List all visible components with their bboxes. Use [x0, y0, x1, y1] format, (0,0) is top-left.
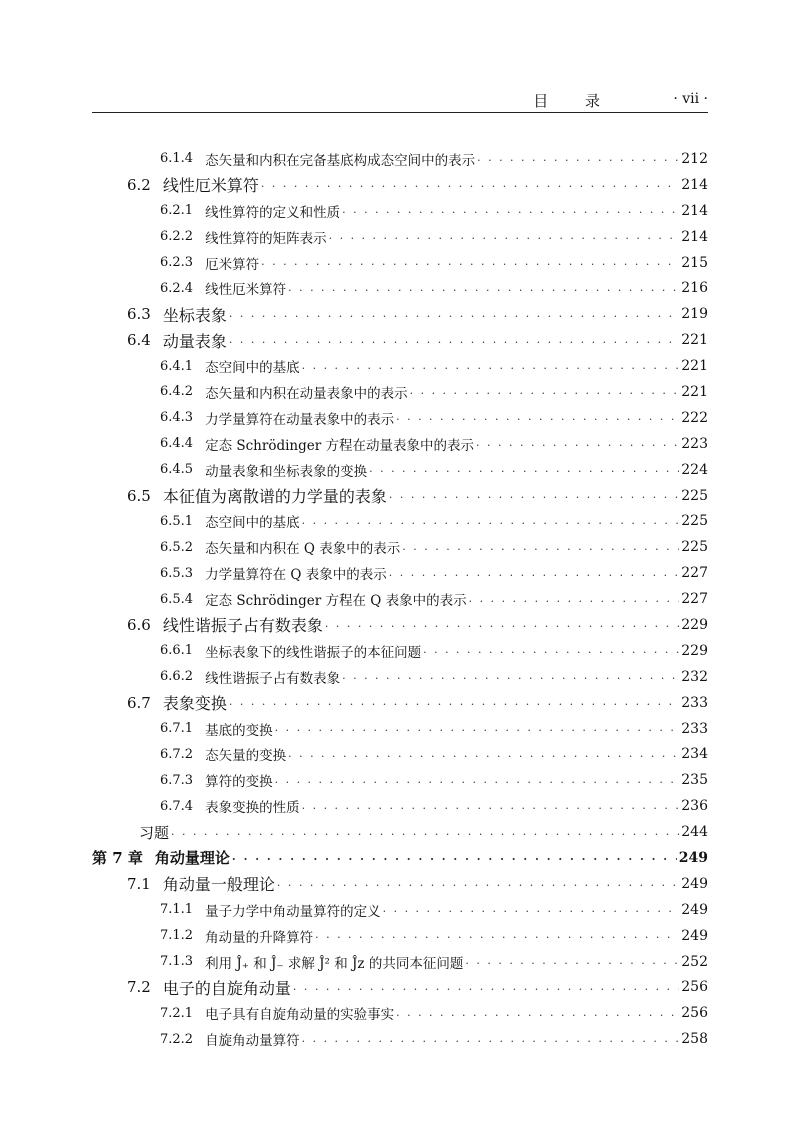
- toc-entry-page-number: 233: [681, 694, 708, 711]
- toc-entry-number: 6.6: [127, 615, 151, 634]
- toc-leader-dots: [302, 1034, 680, 1045]
- toc-entry-subsection[interactable]: [0, 638, 800, 664]
- toc-entry-title: 表象变换: [162, 694, 227, 714]
- toc-entry-number: 6.7: [127, 693, 151, 712]
- toc-entry-section[interactable]: [0, 871, 800, 897]
- toc-entry-subsection[interactable]: [0, 716, 800, 742]
- toc-entry-title: 算符的变换: [205, 774, 273, 791]
- toc-leader-dots: [261, 257, 679, 268]
- toc-entry-subsection[interactable]: [0, 1000, 800, 1026]
- toc-entry-page-number: 229: [681, 616, 708, 633]
- toc-entry-page-number: 221: [681, 358, 708, 375]
- toc-entry-page-number: 219: [681, 306, 708, 323]
- toc-entry-section[interactable]: [0, 975, 800, 1001]
- toc-entry-section[interactable]: [0, 301, 800, 327]
- toc-leader-dots: [342, 205, 679, 216]
- running-header: [92, 88, 708, 113]
- toc-entry-exercise[interactable]: [0, 819, 800, 845]
- toc-entry-page-number: 227: [681, 565, 708, 582]
- toc-leader-dots: [302, 361, 680, 372]
- toc-entry-page-number: 225: [681, 539, 708, 556]
- toc-entry-page-number: 235: [681, 772, 708, 789]
- toc-entry-title: 表象变换的性质: [205, 800, 300, 817]
- toc-entry-title: 角动量一般理论: [162, 875, 275, 895]
- toc-entry-subsection[interactable]: [0, 224, 800, 250]
- toc-leader-dots: [302, 801, 680, 812]
- toc-entry-title: 动量表象和坐标表象的变换: [205, 463, 368, 480]
- toc-leader-dots: [275, 775, 680, 786]
- toc-entry-title: 动量表象: [162, 331, 227, 351]
- table-of-contents: [0, 146, 800, 1052]
- toc-entry-subsection[interactable]: [0, 586, 800, 612]
- toc-entry-title: 坐标表象下的线性谐振子的本征问题: [205, 644, 422, 661]
- toc-entry-number: 6.2.1: [160, 203, 194, 219]
- toc-entry-number: 6.7.4: [160, 798, 194, 814]
- toc-leader-dots: [229, 335, 679, 346]
- toc-entry-subsection[interactable]: [0, 534, 800, 560]
- toc-entry-number: 7.2: [127, 978, 151, 997]
- toc-entry-number: 6.2.2: [160, 229, 194, 245]
- toc-entry-number: 6.7.3: [160, 772, 194, 788]
- toc-entry-title: 线性谐振子占有数表象: [162, 616, 323, 636]
- toc-leader-dots: [329, 231, 680, 242]
- toc-entry-title: 线性算符的矩阵表示: [205, 230, 327, 247]
- toc-entry-title: 态矢量和内积在动量表象中的表示: [205, 385, 408, 402]
- toc-leader-dots: [410, 386, 680, 397]
- toc-entry-subsection[interactable]: [0, 664, 800, 690]
- toc-entry-page-number: 258: [681, 1031, 708, 1048]
- toc-leader-dots: [476, 438, 679, 449]
- toc-entry-subsection[interactable]: [0, 949, 800, 975]
- toc-leader-dots: [261, 179, 679, 190]
- toc-leader-dots: [342, 671, 679, 682]
- toc-entry-title: 自旋角动量算符: [205, 1033, 300, 1050]
- toc-entry-page-number: 249: [681, 901, 708, 918]
- toc-entry-title: 态矢量和内积在 Q 表象中的表示: [205, 541, 401, 558]
- toc-leader-dots: [229, 697, 679, 708]
- toc-leader-dots: [288, 749, 679, 760]
- toc-entry-section[interactable]: [0, 327, 800, 353]
- toc-entry-subsection[interactable]: [0, 431, 800, 457]
- toc-entry-page-number: 214: [681, 176, 708, 193]
- toc-entry-title: 力学量算符在动量表象中的表示: [205, 411, 395, 428]
- toc-entry-title: 定态 Schrödinger 方程在动量表象中的表示: [205, 437, 474, 454]
- toc-entry-title: 基底的变换: [205, 722, 273, 739]
- toc-leader-dots: [402, 542, 679, 553]
- running-header-page-number: · vii ·: [673, 91, 708, 107]
- toc-entry-title: 线性算符的定义和性质: [205, 204, 341, 221]
- toc-entry-subsection[interactable]: [0, 793, 800, 819]
- toc-entry-page-number: 249: [678, 849, 708, 866]
- toc-entry-title: 角动量理论: [154, 849, 230, 868]
- toc-entry-number: 6.1.4: [160, 151, 194, 167]
- toc-entry-subsection[interactable]: [0, 767, 800, 793]
- toc-entry-title: 线性谐振子占有数表象: [205, 670, 341, 687]
- toc-entry-title: 厄米算符: [205, 256, 260, 273]
- toc-entry-subsection[interactable]: [0, 275, 800, 301]
- toc-entry-title: 量子力学中角动量算符的定义: [205, 903, 381, 920]
- toc-entry-subsection[interactable]: [0, 198, 800, 224]
- toc-entry-number: 7.1.2: [160, 928, 194, 944]
- toc-entry-title: 角动量的升降算符: [205, 929, 314, 946]
- toc-entry-number: 6.4.1: [160, 358, 194, 374]
- toc-entry-subsection[interactable]: [0, 405, 800, 431]
- toc-entry-title: 习题: [139, 823, 170, 842]
- toc-entry-number: 6.7.2: [160, 746, 194, 762]
- toc-entry-page-number: 256: [681, 1005, 708, 1022]
- toc-entry-subsection[interactable]: [0, 379, 800, 405]
- toc-leader-dots: [229, 309, 679, 320]
- toc-entry-subsection[interactable]: [0, 741, 800, 767]
- toc-entry-number: 6.2.4: [160, 280, 194, 296]
- toc-leader-dots: [171, 827, 679, 838]
- toc-entry-number: 6.2.3: [160, 255, 194, 270]
- toc-entry-page-number: 232: [681, 668, 708, 685]
- toc-entry-number: 6.4: [127, 331, 151, 350]
- toc-entry-page-number: 214: [681, 202, 708, 219]
- toc-entry-number: 6.4.5: [160, 462, 194, 478]
- toc-entry-page-number: 252: [681, 953, 708, 970]
- toc-entry-page-number: 225: [681, 487, 708, 504]
- toc-leader-dots: [275, 723, 680, 734]
- toc-leader-dots: [293, 982, 679, 993]
- toc-entry-page-number: 227: [681, 591, 708, 608]
- toc-entry-number: 6.4.2: [160, 384, 194, 400]
- toc-entry-number: 7.2.2: [160, 1031, 194, 1047]
- toc-entry-title: 电子的自旋角动量: [162, 978, 291, 998]
- toc-entry-section[interactable]: [0, 690, 800, 716]
- running-header-title: 目 录: [533, 92, 616, 110]
- toc-entry-section[interactable]: [0, 483, 800, 509]
- toc-entry-page-number: 233: [681, 720, 708, 737]
- toc-entry-subsection[interactable]: [0, 897, 800, 923]
- toc-leader-dots: [396, 1008, 679, 1019]
- toc-entry-title: 电子具有自旋角动量的实验事实: [205, 1007, 395, 1024]
- toc-leader-dots: [277, 878, 679, 889]
- toc-entry-number: 6.5.4: [160, 591, 194, 607]
- toc-entry-page-number: 224: [681, 461, 708, 478]
- toc-entry-page-number: 249: [681, 875, 708, 892]
- toc-entry-page-number: 256: [681, 979, 708, 996]
- toc-entry-chapter[interactable]: [0, 845, 800, 871]
- toc-entry-number: 6.6.2: [160, 669, 194, 685]
- toc-entry-title: 力学量算符在 Q 表象中的表示: [205, 567, 387, 584]
- toc-entry-title: 态矢量的变换: [205, 748, 287, 765]
- toc-entry-number: 6.3: [127, 305, 151, 324]
- toc-entry-number: 6.4.3: [160, 410, 194, 426]
- toc-entry-subsection[interactable]: [0, 250, 800, 276]
- toc-entry-section[interactable]: [0, 612, 800, 638]
- toc-entry-page-number: 214: [681, 228, 708, 245]
- toc-entry-page-number: 244: [681, 824, 708, 841]
- toc-entry-page-number: 215: [681, 254, 708, 271]
- toc-leader-dots: [465, 956, 679, 967]
- toc-leader-dots: [469, 594, 680, 605]
- toc-entry-number: 6.5.1: [160, 513, 194, 529]
- toc-entry-number: 6.5.3: [160, 565, 194, 581]
- toc-leader-dots: [423, 645, 679, 656]
- toc-entry-page-number: 212: [681, 150, 708, 167]
- toc-entry-title: 线性厄米算符: [162, 176, 259, 196]
- toc-entry-number: 7.1.1: [160, 902, 194, 918]
- toc-entry-page-number: 225: [681, 513, 708, 530]
- toc-leader-dots: [383, 904, 680, 915]
- toc-entry-subsection[interactable]: [0, 923, 800, 949]
- toc-entry-number: 7.1: [127, 874, 151, 893]
- toc-entry-subsection[interactable]: [0, 1026, 800, 1052]
- toc-entry-page-number: 223: [681, 435, 708, 452]
- toc-leader-dots: [315, 930, 679, 941]
- toc-entry-number: 6.2: [127, 175, 151, 194]
- toc-entry-title: 线性厄米算符: [205, 282, 287, 299]
- toc-leader-dots: [477, 153, 679, 164]
- toc-leader-dots: [325, 619, 679, 630]
- toc-entry-number: 6.5: [127, 486, 151, 505]
- toc-leader-dots: [288, 283, 679, 294]
- toc-entry-title: 态空间中的基底: [205, 515, 300, 532]
- toc-entry-title: 态空间中的基底: [205, 360, 300, 377]
- toc-leader-dots: [389, 568, 680, 579]
- toc-leader-dots: [396, 412, 679, 423]
- toc-entry-title: 本征值为离散谱的力学量的表象: [162, 487, 387, 507]
- toc-leader-dots: [232, 852, 677, 863]
- toc-entry-page-number: 216: [681, 280, 708, 297]
- toc-entry-page-number: 229: [681, 642, 708, 659]
- toc-entry-section[interactable]: [0, 172, 800, 198]
- toc-entry-subsection[interactable]: [0, 457, 800, 483]
- toc-entry-subsection[interactable]: [0, 560, 800, 586]
- toc-entry-subsection[interactable]: [0, 146, 800, 172]
- toc-entry-number: 6.7.1: [160, 721, 194, 737]
- toc-entry-page-number: 249: [681, 927, 708, 944]
- toc-entry-title: 态矢量和内积在完备基底构成态空间中的表示: [205, 152, 476, 169]
- toc-leader-dots: [389, 490, 679, 501]
- toc-entry-number: 7.2.1: [160, 1005, 194, 1021]
- toc-entry-number: 7.1.3: [160, 954, 194, 970]
- toc-entry-number: 6.4.4: [160, 436, 194, 452]
- toc-entry-page-number: 234: [681, 746, 708, 763]
- toc-entry-number: 6.5.2: [160, 539, 194, 555]
- toc-entry-page-number: 222: [681, 409, 708, 426]
- toc-entry-title: 利用 Ĵ₊ 和 Ĵ₋ 求解 Ĵ² 和 Ĵz 的共同本征问题: [205, 955, 464, 972]
- toc-entry-subsection[interactable]: [0, 508, 800, 534]
- toc-entry-number: 6.6.1: [160, 643, 194, 659]
- toc-entry-page-number: 221: [681, 332, 708, 349]
- toc-leader-dots: [302, 516, 680, 527]
- toc-entry-subsection[interactable]: [0, 353, 800, 379]
- toc-entry-page-number: 221: [681, 383, 708, 400]
- toc-entry-page-number: 236: [681, 798, 708, 815]
- toc-entry-title: 定态 Schrödinger 方程在 Q 表象中的表示: [205, 593, 467, 610]
- toc-entry-title: 坐标表象: [162, 305, 227, 325]
- toc-entry-number: 第 7 章: [92, 849, 143, 868]
- toc-leader-dots: [369, 464, 679, 475]
